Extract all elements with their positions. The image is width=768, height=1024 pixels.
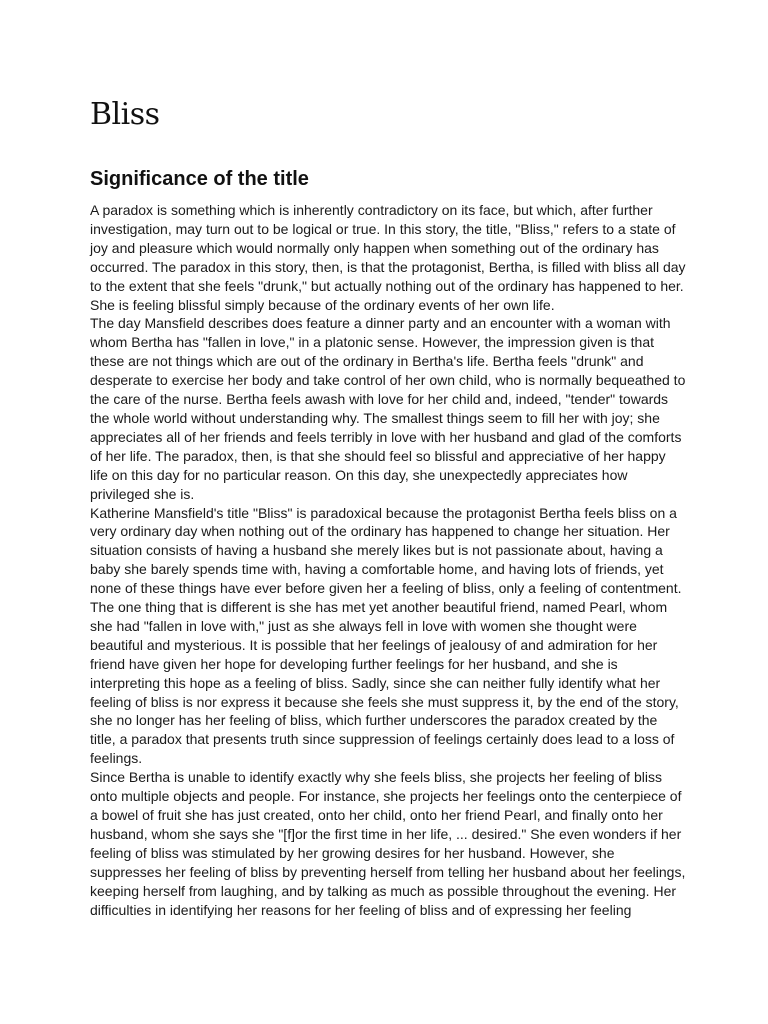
text-line: feeling of bliss is nor express it because she feels she must suppress it, by the end of the story, xyxy=(90,693,679,710)
text-line: A paradox is something which is inherently contradictory on its face, but which, after further xyxy=(90,202,653,218)
text-line: The one thing that is different is she has met yet another beautiful friend, named Pearl, whom xyxy=(90,599,668,616)
text-line: occurred. The paradox in this story, then, is that the protagonist, Bertha, is filled with bliss all day xyxy=(90,258,686,275)
text-line: Since Bertha is unable to identify exactly why she feels bliss, she projects her feeling of bliss xyxy=(90,769,662,786)
text-line: she no longer has her feeling of bliss, which further underscores the paradox created by the xyxy=(90,712,658,729)
text-line: privileged she is. xyxy=(90,485,195,502)
section-heading: Significance of the title xyxy=(90,168,309,190)
text-line: life on this day for no particular reason. On this day, she unexpectedly appreciates how xyxy=(90,466,628,483)
text-line: none of these things have ever before given her a feeling of bliss, only a feeling of contentment. xyxy=(90,580,682,597)
text-line: appreciates all of her friends and feels terribly in love with her husband and glad of the comforts xyxy=(90,428,682,445)
text-line: The day Mansfield describes does feature a dinner party and an encounter with a woman with xyxy=(90,315,671,332)
text-line: friend have given her hope for developing further feelings for her husband, and she is xyxy=(90,655,618,672)
text-line: very ordinary day when nothing out of the ordinary has happened to change her situation. Her xyxy=(90,523,670,540)
text-line: She is feeling blissful simply because of the ordinary events of her own life. xyxy=(90,296,555,313)
text-line: joy and pleasure which would normally only happen when something out of the ordinary has xyxy=(90,239,659,256)
text-line: keeping herself from laughing, and by talking as much as possible throughout the evening. Her xyxy=(90,882,677,899)
text-line: Katherine Mansfield's title "Bliss" is paradoxical because the protagonist Bertha feels bliss on a xyxy=(90,504,677,521)
text-line: the whole world without understanding why. The smallest things seem to fill her with joy; she xyxy=(90,409,660,426)
text-line: feelings. xyxy=(90,750,143,767)
text-line: desperate to exercise her body and take control of her own child, who is normally bequeathed to xyxy=(90,372,686,389)
text-line: these are not things which are out of the ordinary in Bertha's life. Bertha feels "drunk" and xyxy=(90,353,644,370)
text-line: of her life. The paradox, then, is that she should feel so blissful and appreciative of her happy xyxy=(90,447,666,464)
text-line: a bowel of fruit she has just created, onto her child, onto her friend Pearl, and finally onto her xyxy=(90,807,663,823)
text-line: beautiful and mysterious. It is possible that her feelings of jealousy of and admiration for her xyxy=(90,636,658,653)
text-line: the care of the nurse. Bertha feels awash with love for her child and, indeed, "tender" towards xyxy=(90,391,669,408)
text-line: suppresses her feeling of bliss by preventing herself from telling her husband about her feelings, xyxy=(90,863,686,880)
text-line: situation consists of having a husband she merely likes but is not passionate about, having a xyxy=(90,542,663,559)
text-line: feeling of bliss was stimulated by her growing desires for her husband. However, she xyxy=(90,844,615,861)
text-line: to the extent that she feels "drunk," but actually nothing out of the ordinary has happened to her. xyxy=(90,277,684,294)
text-line: she had "fallen in love with," just as she always fell in love with women she thought were xyxy=(90,617,637,634)
text-line: difficulties in identifying her reasons for her feeling of bliss and of expressing her feeling xyxy=(90,901,632,918)
text-line: husband, whom she says she "[f]or the first time in her life, ... desired." She even wonders if her xyxy=(90,825,682,842)
text-line: baby she barely spends time with, having a comfortable home, and having lots of friends, yet xyxy=(90,561,664,578)
text-line: whom Bertha has "fallen in love," in a platonic sense. However, the impression given is that xyxy=(90,334,655,351)
text-line: interpreting this hope as a feeling of bliss. Sadly, since she can neither fully identify what her xyxy=(90,674,661,691)
text-line: onto multiple objects and people. For instance, she projects her feelings onto the centerpiece of xyxy=(90,788,682,805)
body-text xyxy=(90,201,700,919)
text-line: title, a paradox that presents truth since suppression of feelings certainly does lead to a loss of xyxy=(90,731,675,748)
document-title: Bliss xyxy=(90,97,160,132)
text-line: investigation, may turn out to be logical or true. In this story, the title, "Bliss," refers to a state of xyxy=(90,220,676,237)
